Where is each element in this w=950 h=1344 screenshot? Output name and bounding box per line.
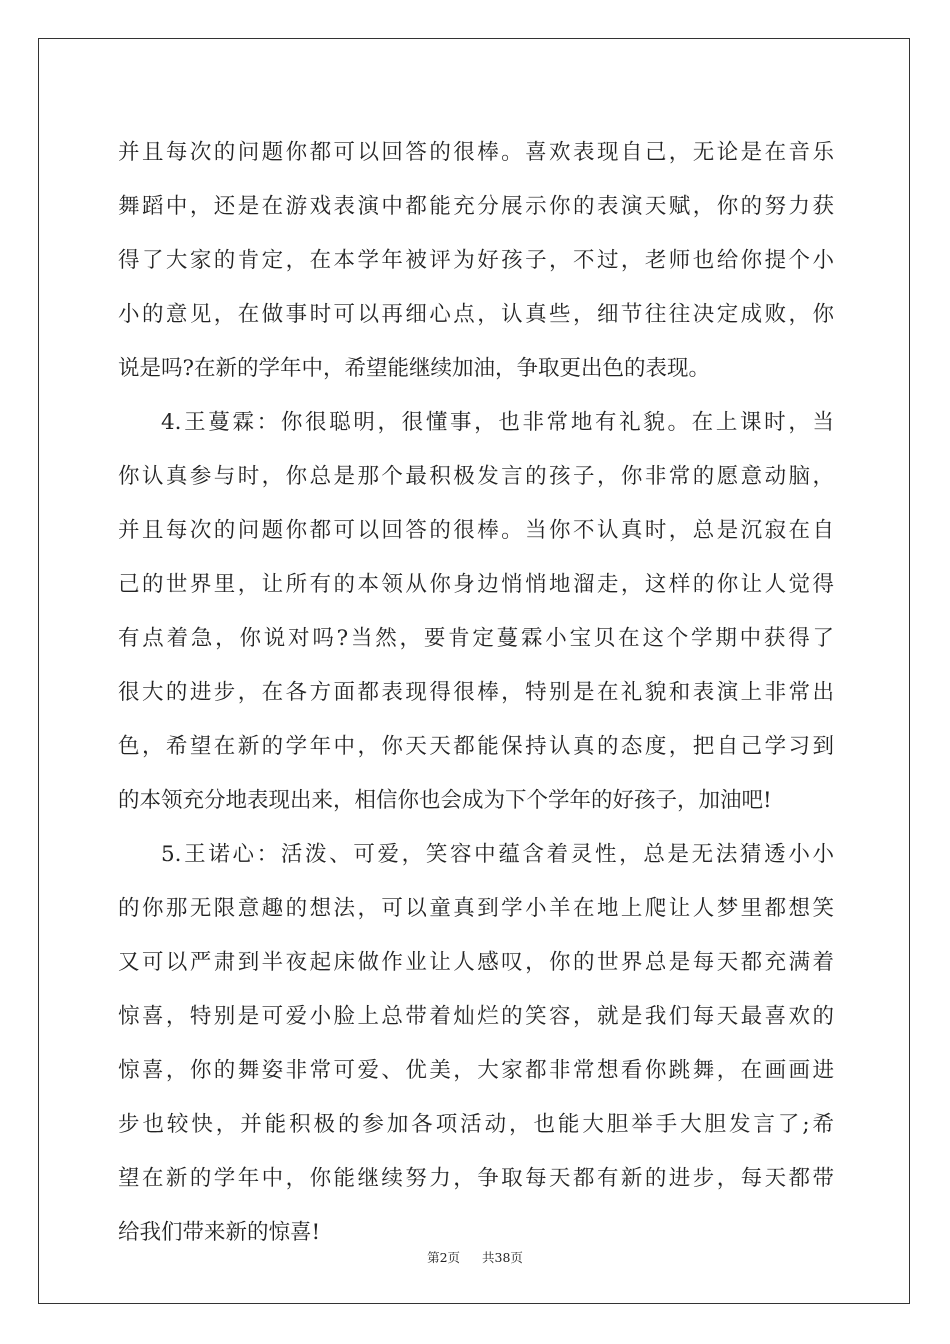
paragraph xyxy=(118,126,834,396)
text-line: 望在新的学年中，你能继续努力，争取每天都有新的进步，每天都带 xyxy=(118,1166,834,1191)
text-line: 你认真参与时，你总是那个最积极发言的孩子，你非常的愿意动脑， xyxy=(118,464,834,489)
text-line: 惊喜，特别是可爱小脸上总带着灿烂的笑容，就是我们每天最喜欢的 xyxy=(118,1004,834,1029)
text-line: 说是吗?在新的学年中，希望能继续加油，争取更出色的表现。 xyxy=(118,356,711,381)
text-line: 惊喜，你的舞姿非常可爱、优美，大家都非常想看你跳舞，在画画进 xyxy=(118,1058,834,1083)
text-line: 5.王诺心：活泼、可爱，笑容中蕴含着灵性，总是无法猜透小小 xyxy=(161,842,834,867)
text-line: 的本领充分地表现出来，相信你也会成为下个学年的好孩子，加油吧! xyxy=(118,788,772,813)
text-line: 步也较快，并能积极的参加各项活动，也能大胆举手大胆发言了;希 xyxy=(118,1112,834,1137)
text-line: 有点着急，你说对吗?当然，要肯定蔓霖小宝贝在这个学期中获得了 xyxy=(118,626,834,651)
page-total: 共38页 xyxy=(482,1250,523,1265)
paragraph xyxy=(118,396,834,828)
text-line: 舞蹈中，还是在游戏表演中都能充分展示你的表演天赋，你的努力获 xyxy=(118,194,834,219)
text-line: 给我们带来新的惊喜! xyxy=(118,1220,321,1245)
text-line: 又可以严肃到半夜起床做作业让人感叹，你的世界总是每天都充满着 xyxy=(118,950,834,975)
text-line: 并且每次的问题你都可以回答的很棒。喜欢表现自己，无论是在音乐 xyxy=(118,140,834,165)
text-line: 很大的进步，在各方面都表现得很棒，特别是在礼貌和表演上非常出 xyxy=(118,680,834,705)
text-line: 的你那无限意趣的想法，可以童真到学小羊在地上爬让人梦里都想笑 xyxy=(118,896,834,921)
page-number: 第2页 xyxy=(427,1250,461,1265)
page-footer xyxy=(0,1248,950,1266)
text-line: 得了大家的肯定，在本学年被评为好孩子，不过，老师也给你提个小 xyxy=(118,248,834,273)
text-line: 并且每次的问题你都可以回答的很棒。当你不认真时，总是沉寂在自 xyxy=(118,518,834,543)
text-line: 小的意见，在做事时可以再细心点，认真些，细节往往决定成败，你 xyxy=(118,302,834,327)
text-line: 4.王蔓霖：你很聪明，很懂事，也非常地有礼貌。在上课时，当 xyxy=(161,410,834,435)
paragraph xyxy=(118,828,834,1260)
text-line: 色，希望在新的学年中，你天天都能保持认真的态度，把自己学习到 xyxy=(118,734,834,759)
text-line: 己的世界里，让所有的本领从你身边悄悄地溜走，这样的你让人觉得 xyxy=(118,572,834,597)
document-body xyxy=(118,126,834,1260)
